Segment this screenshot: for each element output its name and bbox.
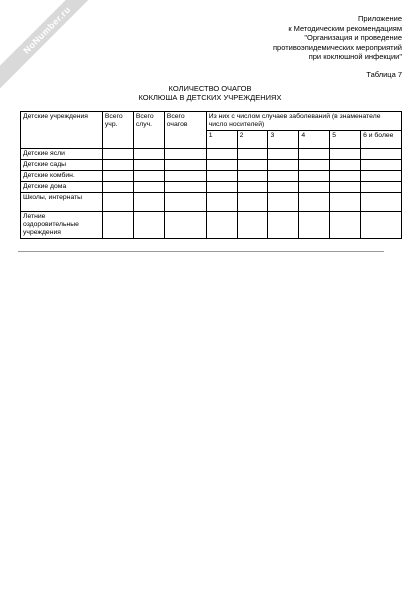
table-cell: [361, 149, 402, 160]
table-cell: [206, 193, 237, 212]
table-cell: [268, 149, 299, 160]
header-institutions: Детские учреждения: [21, 112, 103, 149]
row-label: Детские дома: [21, 182, 103, 193]
table-cell: [268, 182, 299, 193]
table-cell: [102, 160, 133, 171]
header-total-cases: Всего случ.: [133, 112, 164, 149]
table-cell: [361, 160, 402, 171]
table-cell: [299, 149, 330, 160]
table-row: [21, 193, 402, 212]
appendix-line: "Организация и проведение: [304, 33, 402, 42]
appendix-line: противоэпидемических мероприятий: [272, 42, 402, 52]
row-label: Детские сады: [21, 160, 103, 171]
table-cell: [330, 149, 361, 160]
table-cell: [102, 193, 133, 212]
row-label: Летние оздоровительные учреждения: [21, 212, 103, 239]
table-row: [21, 212, 402, 239]
table-cell: [237, 193, 268, 212]
row-label: Школы, интернаты: [21, 193, 103, 212]
header-case-count-group: Из них с числом случаев заболеваний (в знаменателе число носителей): [206, 112, 401, 131]
row-label: Детские комбин.: [21, 171, 103, 182]
table-cell: [206, 182, 237, 193]
table-cell: [133, 193, 164, 212]
table-cell: [330, 212, 361, 239]
table-row: [21, 171, 402, 182]
table-cell: [330, 160, 361, 171]
table-cell: [102, 182, 133, 193]
table-cell: [164, 193, 206, 212]
table-cell: [299, 193, 330, 212]
table-cell: [102, 212, 133, 239]
table-row: [21, 149, 402, 160]
appendix-note: [172, 14, 402, 62]
table-cell: [299, 171, 330, 182]
header-cases-6-plus: 6 и более: [361, 131, 402, 149]
table-cell: [330, 193, 361, 212]
table-cell: [237, 160, 268, 171]
table-cell: [164, 160, 206, 171]
table-row: [21, 160, 402, 171]
table-cell: [133, 212, 164, 239]
table-cell: [361, 182, 402, 193]
table-cell: [164, 171, 206, 182]
row-label: Детские ясли: [21, 149, 103, 160]
table-cell: [164, 212, 206, 239]
table-cell: [268, 171, 299, 182]
table-cell: [164, 149, 206, 160]
table-cell: [268, 212, 299, 239]
table-cell: [299, 182, 330, 193]
table-cell: [361, 193, 402, 212]
horizontal-divider: [18, 251, 384, 252]
appendix-line: к Методическим рекомендациям: [288, 23, 402, 33]
table-cell: [102, 171, 133, 182]
header-cases-5: 5: [330, 131, 361, 149]
header-cases-4: 4: [299, 131, 330, 149]
table-cell: [361, 212, 402, 239]
table-cell: [206, 212, 237, 239]
table-cell: [133, 182, 164, 193]
table-row: [21, 182, 402, 193]
table-cell: [268, 160, 299, 171]
table-cell: [237, 149, 268, 160]
watermark-text: NoNumber.ru: [21, 4, 73, 56]
table-cell: [133, 149, 164, 160]
table-cell: [102, 149, 133, 160]
table-cell: [237, 212, 268, 239]
header-cases-3: 3: [268, 131, 299, 149]
table-cell: [237, 171, 268, 182]
table-cell: [299, 212, 330, 239]
table-cell: [206, 160, 237, 171]
table-cell: [299, 160, 330, 171]
table-number: Таблица 7: [366, 70, 402, 79]
header-total-institutions: Всего учр.: [102, 112, 133, 149]
table-cell: [206, 171, 237, 182]
data-table: [20, 111, 402, 239]
appendix-line: Приложение: [358, 14, 402, 23]
title-line: КОЛИЧЕСТВО ОЧАГОВ: [168, 84, 252, 93]
table-cell: [237, 182, 268, 193]
title-line: КОКЛЮША В ДЕТСКИХ УЧРЕЖДЕНИЯХ: [138, 93, 282, 102]
table-cell: [330, 182, 361, 193]
table-cell: [361, 171, 402, 182]
table-cell: [268, 193, 299, 212]
watermark-ribbon: [0, 0, 106, 89]
table-cell: [133, 171, 164, 182]
page-title: [0, 84, 420, 102]
header-cases-2: 2: [237, 131, 268, 149]
header-cases-1: 1: [206, 131, 237, 149]
table-cell: [164, 182, 206, 193]
table-cell: [133, 160, 164, 171]
table-cell: [206, 149, 237, 160]
table-cell: [330, 171, 361, 182]
header-total-foci: Всего очагов: [164, 112, 206, 149]
appendix-line: при коклюшной инфекции": [308, 52, 402, 61]
